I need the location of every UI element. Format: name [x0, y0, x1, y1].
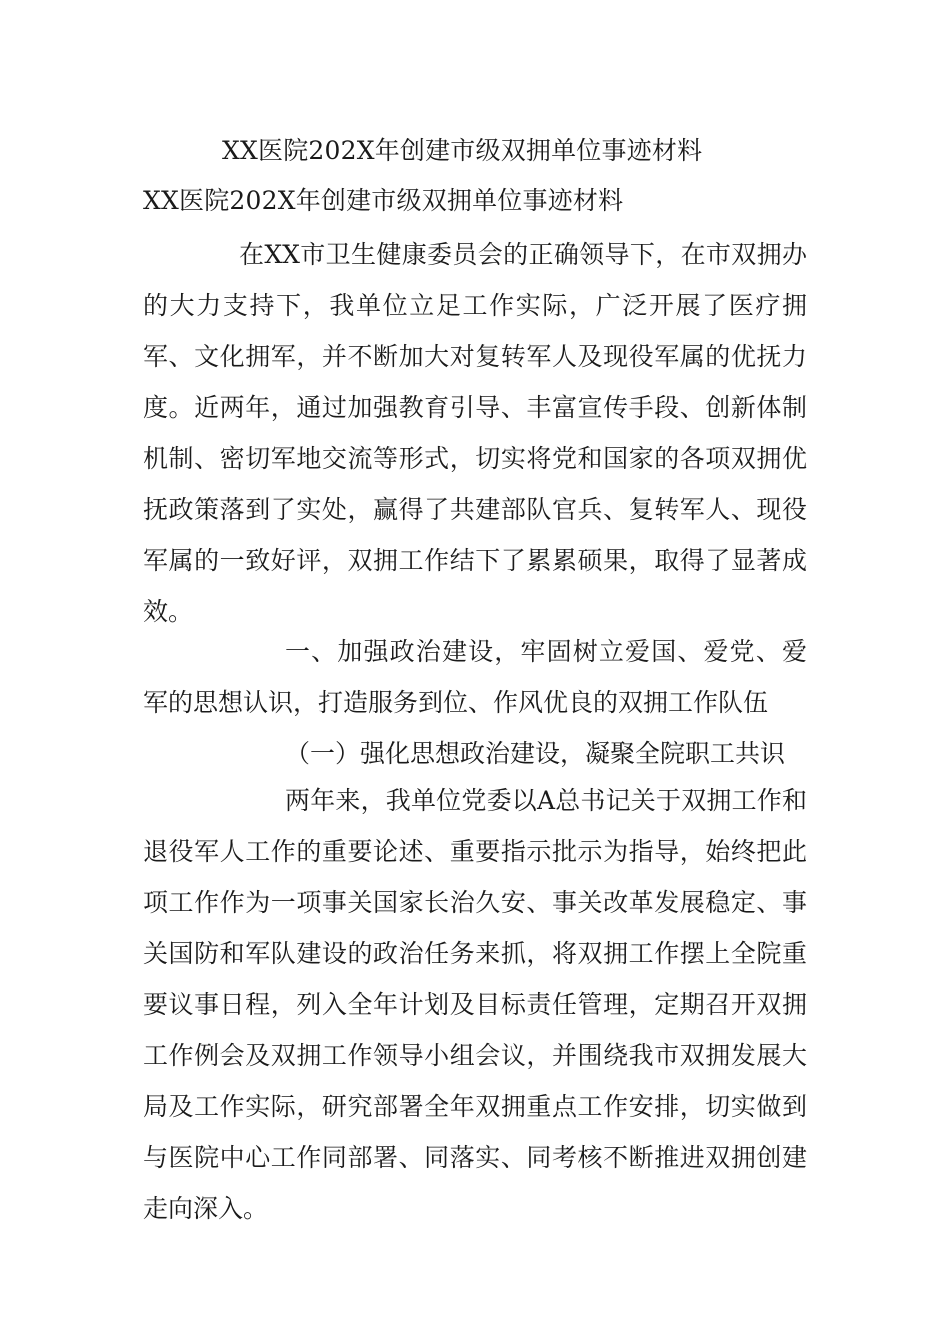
- document-title: XX医院202X年创建市级双拥单位事迹材料: [222, 136, 703, 165]
- intro-paragraph: 在XX市卫生健康委员会的正确领导下，在市双拥办的大力支持下，我单位立足工作实际，广泛开展了医疗拥军、文化拥军，并不断加大对复转军人及现役军属的优抚力度。近两年，通过加强教育引导、丰富宣传手段、创新体制机制、密切军地交流等形式，切实将党和国家的各项双拥优抚政策落到了实处，赢得了共建部队官兵、复转军人、现役军属的一致好评，双拥工作结下了累累硕果，取得了显著成效。: [143, 240, 807, 626]
- document-subtitle: XX医院202X年创建市级双拥单位事迹材料: [143, 186, 624, 215]
- body-paragraph: 两年来，我单位党委以A总书记关于双拥工作和退役军人工作的重要论述、重要指示批示为指导，始终把此项工作作为一项事关国家长治久安、事关改革发展稳定、事关国防和军队建设的政治任务来抓，将双拥工作摆上全院重要议事日程，列入全年计划及目标责任管理，定期召开双拥工作例会及双拥工作领导小组会议，并围绕我市双拥发展大局及工作实际，研究部署全年双拥重点工作安排，切实做到与医院中心工作同部署、同落实、同考核不断推进双拥创建走向深入。: [143, 786, 807, 1223]
- subsection-one-heading: （一）强化思想政治建设，凝聚全院职工共识: [285, 739, 786, 768]
- section-one-heading: 一、加强政治建设，牢固树立爱国、爱党、爱军的思想认识，打造服务到位、作风优良的双拥工作队伍: [143, 637, 807, 717]
